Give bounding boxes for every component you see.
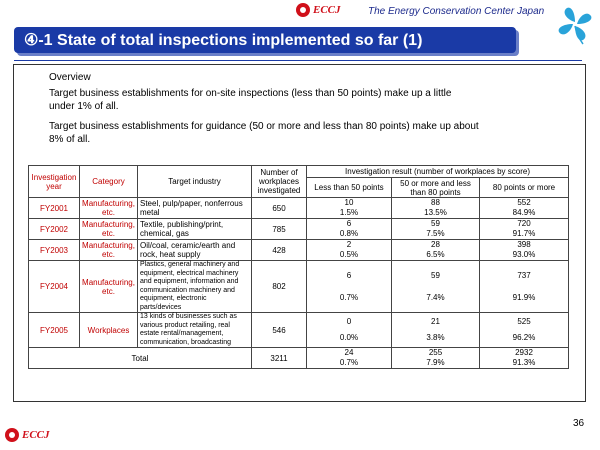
ge80-count: 737	[517, 270, 531, 280]
mid-percent: 7.4%	[426, 292, 445, 302]
row-number: 785	[252, 219, 307, 240]
overview-paragraph-1: Target business establishments for on-site inspections (less than 50 points) make up a little under 1% of all.	[49, 88, 452, 112]
header-category: Category	[80, 166, 138, 198]
lt50-count: 2	[346, 240, 352, 249]
row-industry: Textile, publishing/print, chemical, gas	[138, 219, 252, 240]
row-industry: Oil/coal, ceramic/earth and rock, heat supply	[138, 240, 252, 261]
lt50-percent: 1.5%	[339, 208, 359, 217]
total-number: 3211	[252, 348, 307, 369]
row-ge80	[480, 261, 569, 313]
clover-emblem-icon	[553, 2, 597, 46]
lt50-percent: 0.7%	[339, 292, 359, 302]
mid-percent: 7.9%	[426, 358, 445, 367]
table-row	[29, 198, 569, 219]
mid-count: 59	[431, 270, 440, 280]
inspection-results-table	[28, 165, 569, 369]
row-year: FY2002	[29, 219, 80, 240]
overview-heading: Overview	[49, 72, 91, 83]
row-year: FY2005	[29, 313, 80, 348]
total-label: Total	[29, 348, 252, 369]
row-lt50	[307, 261, 392, 313]
title-underline	[14, 60, 582, 61]
table-row	[29, 313, 569, 348]
mid-percent: 3.8%	[426, 333, 445, 342]
eccj-logo-icon	[5, 428, 19, 442]
ge80-count: 398	[517, 240, 531, 249]
ge80-percent: 91.7%	[512, 229, 536, 238]
header-logo	[296, 3, 341, 17]
footer-logo	[5, 428, 50, 442]
row-lt50	[307, 219, 392, 240]
row-category: Manufacturing, etc.	[80, 261, 138, 313]
ge80-percent: 91.3%	[512, 358, 536, 367]
total-ge80	[480, 348, 569, 369]
header-logo-text: ECCJ	[313, 4, 341, 16]
row-year: FY2001	[29, 198, 80, 219]
header-year: Investigation year	[29, 166, 80, 198]
total-lt50	[307, 348, 392, 369]
ge80-count: 552	[517, 198, 531, 207]
ge80-count: 720	[517, 219, 531, 228]
row-mid	[392, 198, 480, 219]
ge80-percent: 91.9%	[512, 292, 536, 302]
mid-count: 28	[431, 240, 440, 249]
row-industry: 13 kinds of businesses such as various product retailing, real estate rental/management, communication, broadcasting	[138, 313, 252, 348]
slide-title: ④-1 State of total inspections implemented so far (1)	[24, 32, 423, 49]
lt50-count: 0	[346, 317, 352, 326]
mid-percent: 6.5%	[426, 250, 445, 259]
row-lt50	[307, 198, 392, 219]
lt50-percent: 0.8%	[339, 229, 359, 238]
total-mid	[392, 348, 480, 369]
row-category: Manufacturing, etc.	[80, 219, 138, 240]
ge80-percent: 96.2%	[512, 333, 536, 342]
row-category: Workplaces	[80, 313, 138, 348]
row-category: Manufacturing, etc.	[80, 240, 138, 261]
table-total-row	[29, 348, 569, 369]
row-number: 650	[252, 198, 307, 219]
row-ge80	[480, 240, 569, 261]
overview-paragraph-2: Target business establishments for guidance (50 or more and less than 80 points) make up about 8% of all.	[49, 121, 479, 145]
ge80-count: 525	[517, 317, 531, 326]
lt50-count: 24	[344, 348, 354, 357]
row-ge80	[480, 219, 569, 240]
ge80-percent: 84.9%	[512, 208, 536, 217]
row-mid	[392, 219, 480, 240]
row-number: 802	[252, 261, 307, 313]
eccj-logo-icon	[296, 3, 310, 17]
lt50-percent: 0.7%	[339, 358, 359, 367]
row-ge80	[480, 313, 569, 348]
header-industry: Target industry	[138, 166, 252, 198]
row-number: 546	[252, 313, 307, 348]
mid-percent: 13.5%	[424, 208, 447, 217]
row-industry: Steel, pulp/paper, nonferrous metal	[138, 198, 252, 219]
mid-count: 21	[431, 317, 440, 326]
row-category: Manufacturing, etc.	[80, 198, 138, 219]
lt50-percent: 0.0%	[339, 333, 359, 342]
mid-count: 88	[431, 198, 440, 207]
row-number: 428	[252, 240, 307, 261]
header-ge80: 80 points or more	[480, 178, 569, 198]
lt50-count: 6	[346, 270, 352, 280]
mid-count: 59	[431, 219, 440, 228]
page-number: 36	[573, 418, 585, 429]
row-mid	[392, 313, 480, 348]
lt50-count: 6	[346, 219, 352, 228]
row-lt50	[307, 240, 392, 261]
slide-title-bar	[14, 27, 516, 53]
row-ge80	[480, 198, 569, 219]
mid-percent: 7.5%	[426, 229, 445, 238]
footer-logo-text: ECCJ	[22, 429, 50, 441]
table-row	[29, 219, 569, 240]
ge80-count: 2932	[515, 348, 533, 357]
lt50-percent: 0.5%	[339, 250, 359, 259]
header-number: Number of workplaces investigated	[252, 166, 307, 198]
header-lt50: Less than 50 points	[307, 178, 392, 198]
row-lt50	[307, 313, 392, 348]
row-mid	[392, 261, 480, 313]
header-result: Investigation result (number of workplaces by score)	[307, 166, 569, 178]
header-mid: 50 or more and less than 80 points	[392, 178, 480, 198]
table-row	[29, 240, 569, 261]
organization-name: The Energy Conservation Center Japan	[368, 6, 545, 17]
mid-count: 255	[428, 348, 443, 357]
ge80-percent: 93.0%	[512, 250, 536, 259]
lt50-count: 10	[344, 198, 354, 207]
table-row	[29, 261, 569, 313]
row-year: FY2004	[29, 261, 80, 313]
row-mid	[392, 240, 480, 261]
row-industry: Plastics, general machinery and equipment, electrical machinery and equipment, information and communication machinery and equipment, electronic parts/devices	[138, 261, 252, 313]
row-year: FY2003	[29, 240, 80, 261]
